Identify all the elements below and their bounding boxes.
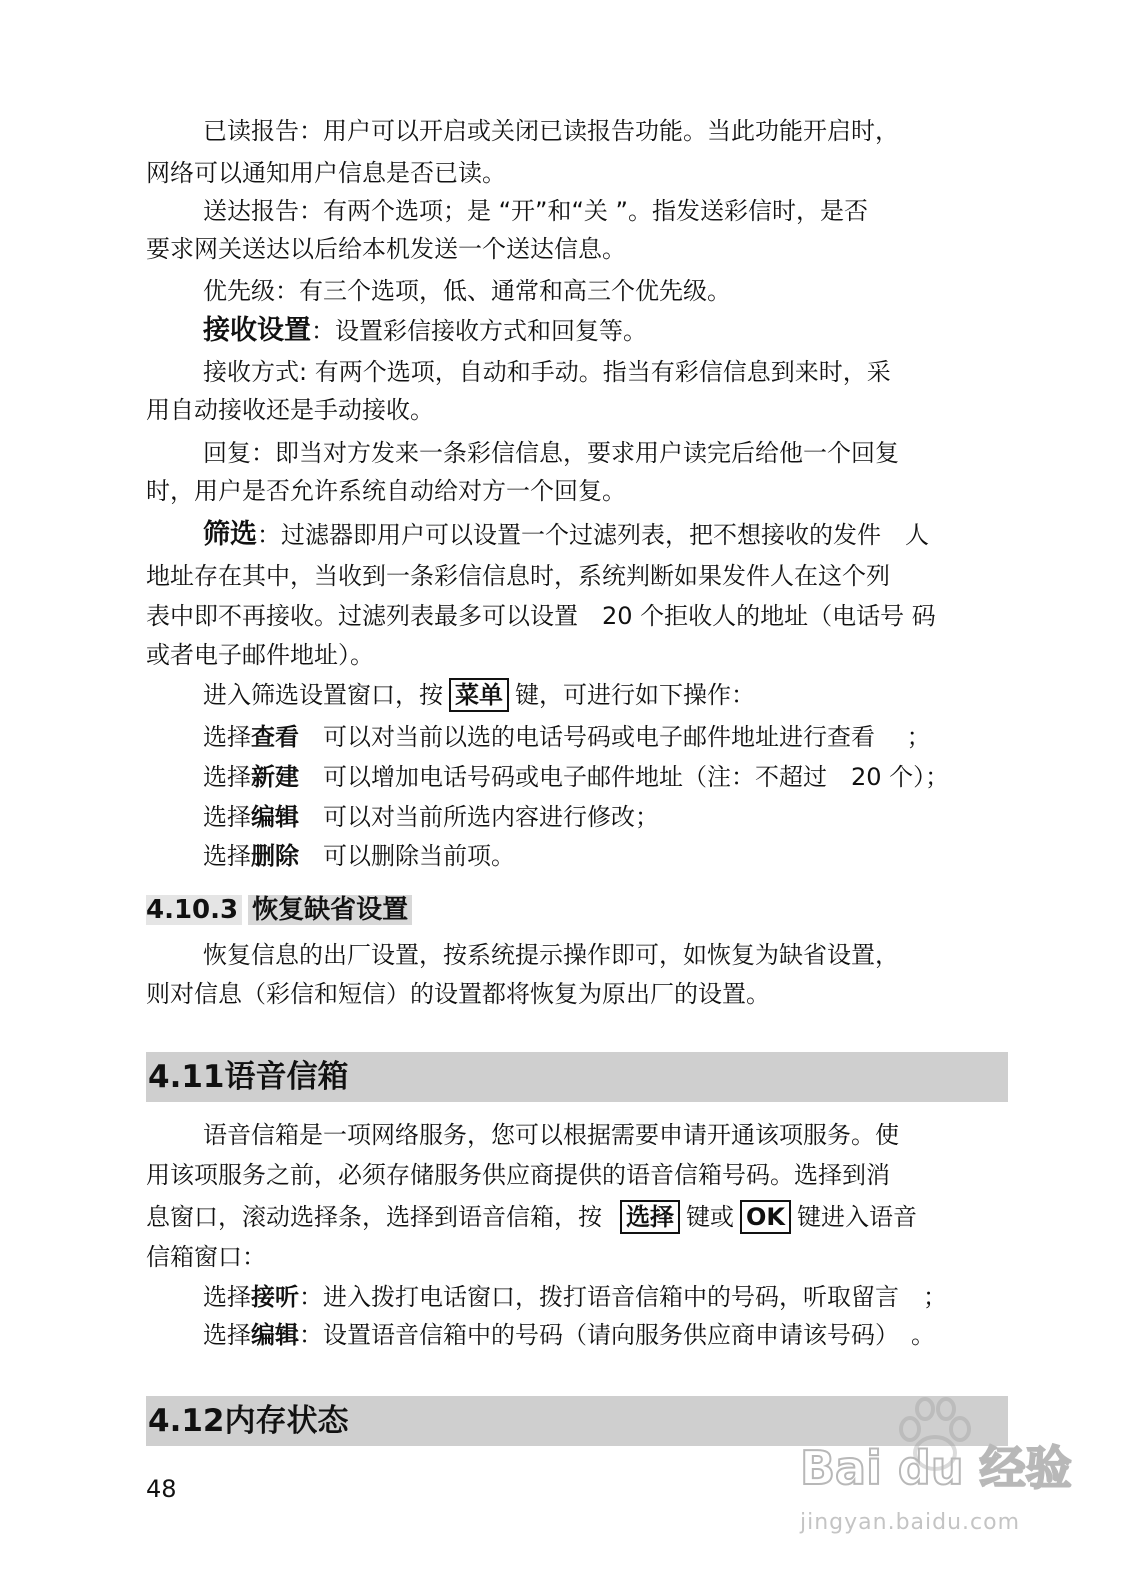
option-view-line xyxy=(203,720,1016,754)
option-pre: 选择 xyxy=(203,842,251,870)
select-key: 选择 xyxy=(620,1200,680,1234)
read-report-line-1: 已读报告：用户可以开启或关闭已读报告功能。当此功能开启时， xyxy=(203,117,899,145)
section-heading-voicemail: 4.11语音信箱 xyxy=(146,1052,1008,1102)
filter-menu-line xyxy=(203,678,1016,712)
voicemail-line-1: 语音信箱是一项网络服务，您可以根据需要申请开通该项服务。使 xyxy=(203,1121,899,1149)
receive-settings-line xyxy=(203,314,1016,348)
option-new-line xyxy=(203,760,1016,794)
option-new-text: 可以增加电话号码或电子邮件地址（注：不超过 20 个）； xyxy=(323,763,950,791)
filter-menu-post: 键，可进行如下操作： xyxy=(515,681,755,709)
subsection-heading xyxy=(146,888,412,932)
receive-settings-term: 接收设置 xyxy=(203,315,311,346)
option-pre: 选择 xyxy=(203,803,251,831)
watermark-url: jingyan.baidu.com xyxy=(800,1510,1021,1535)
option-listen-term: 接听 xyxy=(251,1283,299,1311)
filter-menu-pre: 进入筛选设置窗口，按 xyxy=(203,681,443,709)
voicemail-line-3-mid: 键或 xyxy=(686,1203,734,1231)
filter-line-4: 或者电子邮件地址）。 xyxy=(146,641,374,669)
option-listen-line xyxy=(203,1280,1016,1314)
voicemail-line-2: 用该项服务之前，必须存储服务供应商提供的语音信箱号码。选择到消 xyxy=(146,1161,890,1189)
filter-line-3: 表中即不再接收。过滤列表最多可以设置 20 个拒收人的地址（电话号 码 xyxy=(146,602,936,630)
ok-key: OK xyxy=(740,1200,791,1234)
menu-key: 菜单 xyxy=(449,678,509,712)
page-number: 48 xyxy=(146,1475,177,1503)
reply-line-2: 时，用户是否允许系统自动给对方一个回复。 xyxy=(146,477,626,505)
option-pre: 选择 xyxy=(203,763,251,791)
receive-mode-line-1: 接收方式: 有两个选项，自动和手动。指当有彩信信息到来时，采 xyxy=(203,358,891,386)
voicemail-line-3 xyxy=(146,1200,1016,1234)
receive-mode-line-2: 用自动接收还是手动接收。 xyxy=(146,396,434,424)
filter-text-1: ：过滤器即用户可以设置一个过滤列表，把不想接收的发件 人 xyxy=(257,521,929,549)
option-view-term: 查看 xyxy=(251,723,299,751)
delivery-report-line-2: 要求网关送达以后给本机发送一个送达信息。 xyxy=(146,235,626,263)
option-delete-term: 删除 xyxy=(251,842,299,870)
option-delete-line xyxy=(203,839,1016,873)
subsection-title: 恢复缺省设置 xyxy=(248,895,412,925)
option-edit-number-term: 编辑 xyxy=(251,1321,299,1349)
option-edit-text: 可以对当前所选内容进行修改； xyxy=(323,803,659,831)
reply-line-1: 回复：即当对方发来一条彩信信息，要求用户读完后给他一个回复 xyxy=(203,439,899,467)
section-heading-memory: 4.12内存状态 xyxy=(146,1396,1008,1446)
option-new-term: 新建 xyxy=(251,763,299,791)
watermark-brand: Bai du 经验 xyxy=(800,1441,1072,1495)
voicemail-line-3-post: 键进入语音 xyxy=(797,1203,917,1231)
filter-term: 筛选 xyxy=(203,519,257,550)
voicemail-line-4: 信箱窗口： xyxy=(146,1243,266,1271)
delivery-report-line-1: 送达报告：有两个选项；是 “开”和“关 ”。指发送彩信时，是否 xyxy=(203,197,868,225)
option-pre: 选择 xyxy=(203,1321,251,1349)
read-report-line-2: 网络可以通知用户信息是否已读。 xyxy=(146,159,506,187)
filter-line-2: 地址存在其中，当收到一条彩信信息时，系统判断如果发件人在这个列 xyxy=(146,562,890,590)
restore-line-2: 则对信息（彩信和短信）的设置都将恢复为原出厂的设置。 xyxy=(146,980,770,1008)
option-edit-number-line xyxy=(203,1318,1016,1352)
option-view-text: 可以对当前以选的电话号码或电子邮件地址进行查看 ； xyxy=(323,723,931,751)
option-edit-term: 编辑 xyxy=(251,803,299,831)
restore-line-1: 恢复信息的出厂设置，按系统提示操作即可，如恢复为缺省设置， xyxy=(203,941,899,969)
receive-settings-text: ：设置彩信接收方式和回复等。 xyxy=(311,317,647,345)
voicemail-line-3-pre: 息窗口，滚动选择条，选择到语音信箱，按 xyxy=(146,1203,602,1231)
filter-line-1 xyxy=(203,518,1016,552)
option-edit-number-text: ：设置语音信箱中的号码（请向服务供应商申请该号码） 。 xyxy=(299,1321,935,1349)
option-pre: 选择 xyxy=(203,723,251,751)
option-delete-text: 可以删除当前项。 xyxy=(323,842,515,870)
subsection-number: 4.10.3 xyxy=(146,895,242,925)
option-pre: 选择 xyxy=(203,1283,251,1311)
priority-line: 优先级：有三个选项，低、通常和高三个优先级。 xyxy=(203,277,731,305)
option-listen-text: ：进入拨打电话窗口，拨打语音信箱中的号码，听取留言 ； xyxy=(299,1283,947,1311)
option-edit-line xyxy=(203,800,1016,834)
